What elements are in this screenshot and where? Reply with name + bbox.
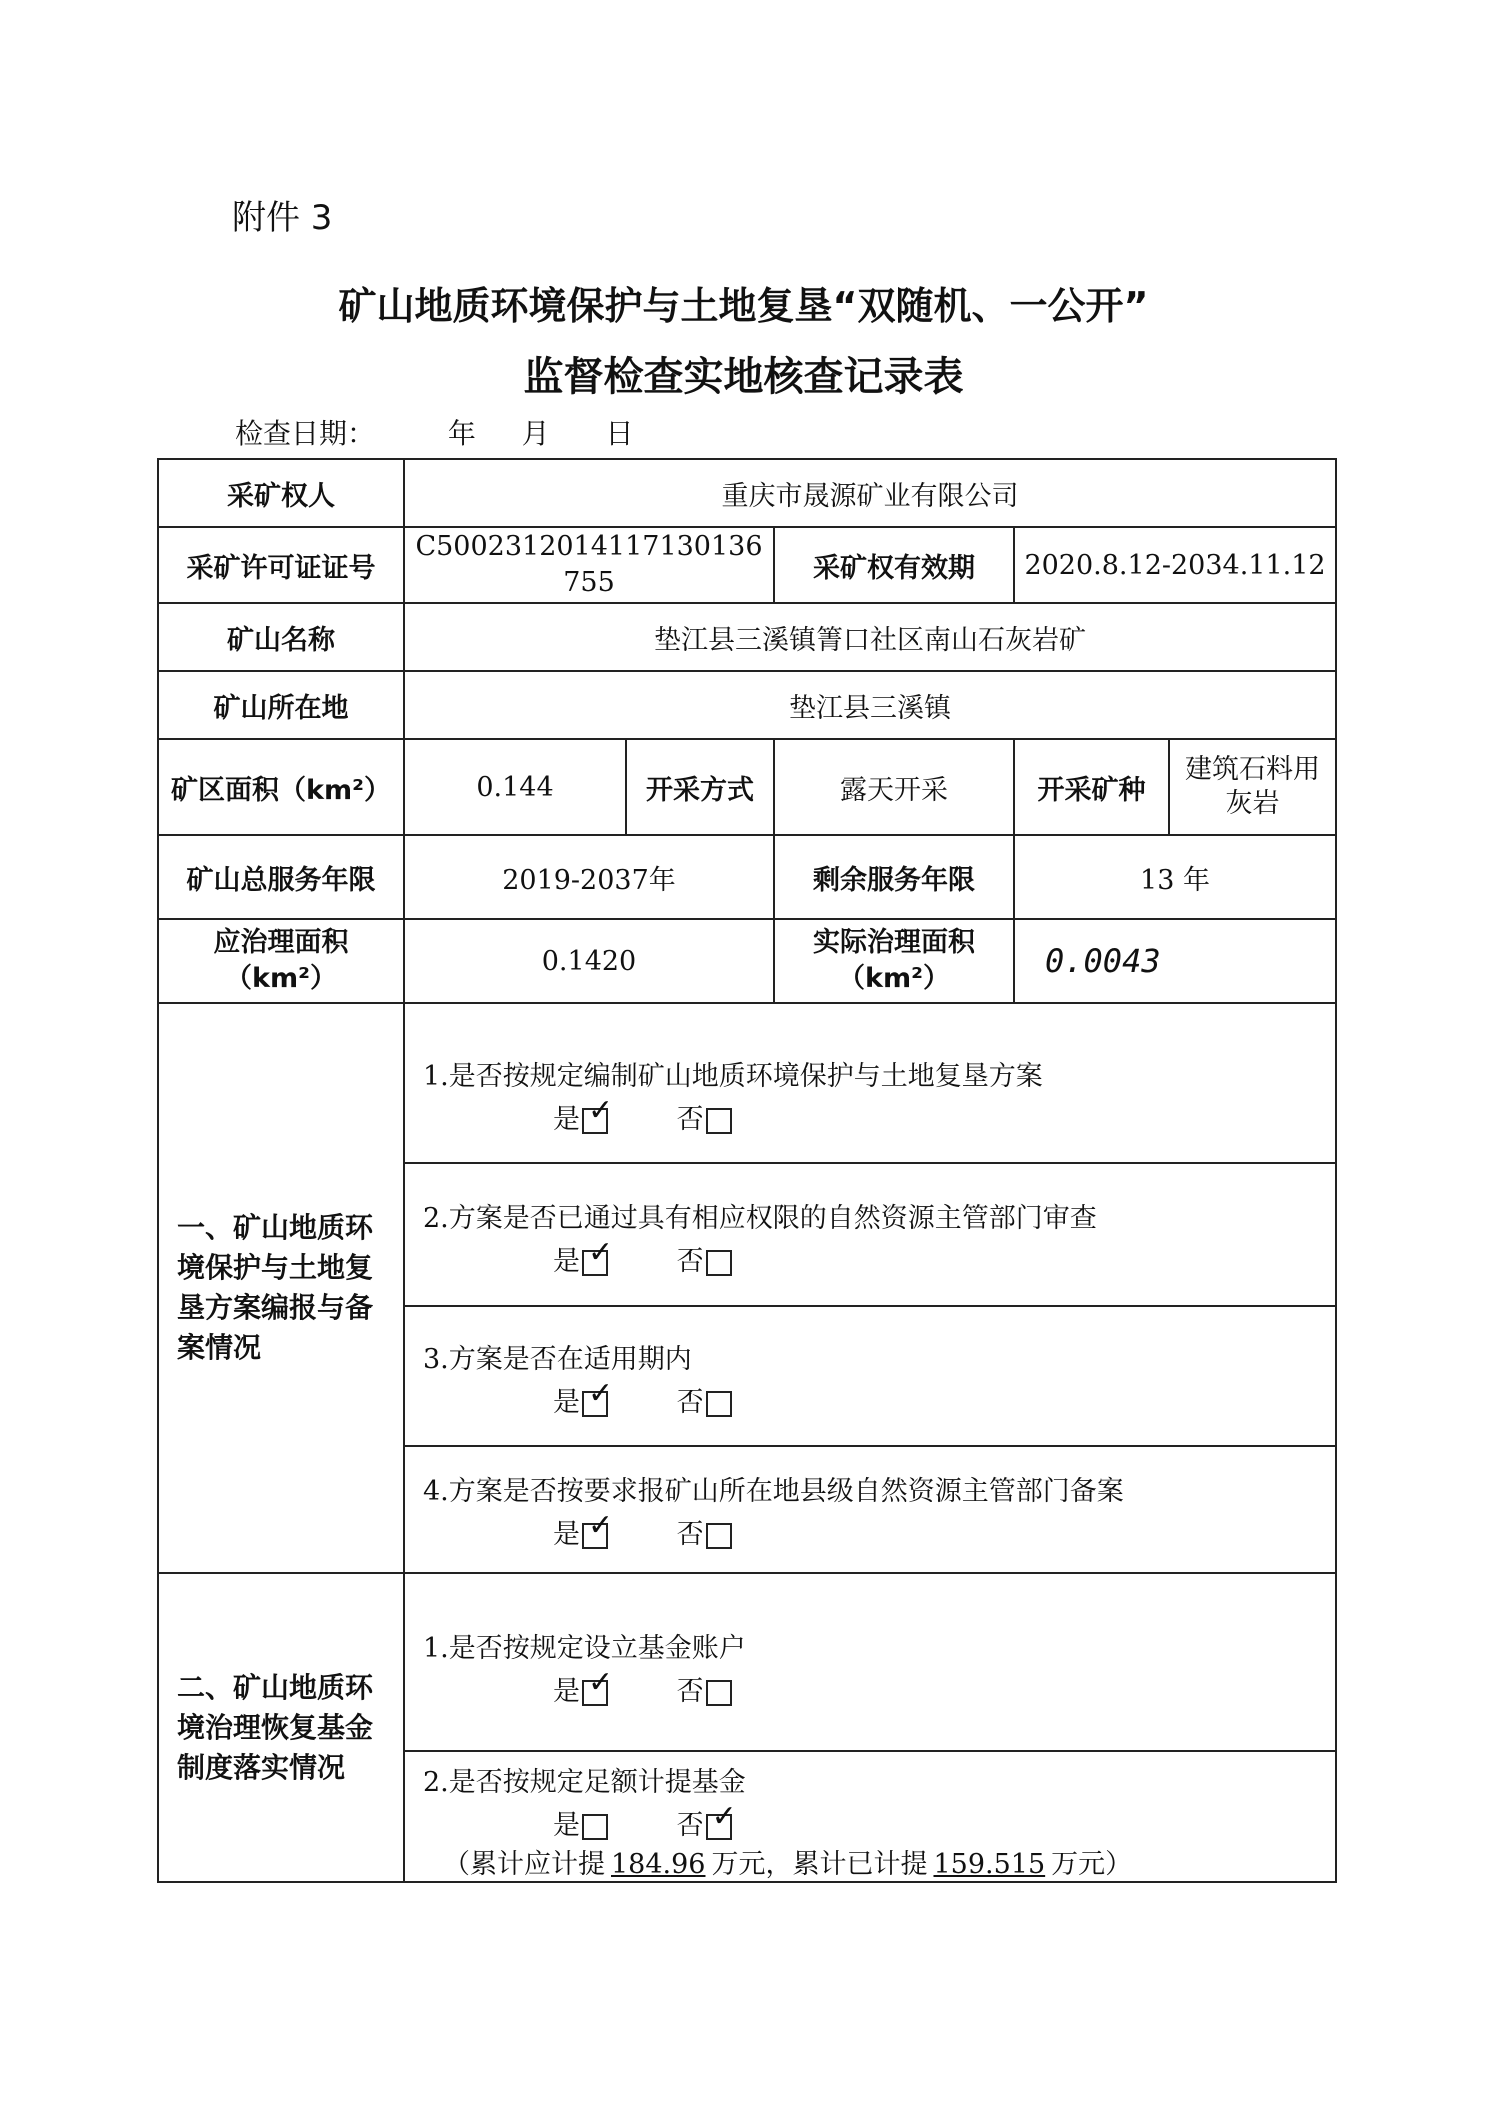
area-label: 矿区面积（km²） (158, 739, 404, 835)
yes-checkbox[interactable] (582, 1375, 614, 1417)
date-day: 日 (605, 417, 634, 450)
mine-name-value: 垫江县三溪镇箐口社区南山石灰岩矿 (404, 603, 1336, 671)
question-text: 1.是否按规定设立基金账户 (423, 1633, 746, 1664)
inspection-table (157, 458, 1337, 1883)
question-options (553, 1664, 1335, 1708)
question-text: 2.是否按规定足额计提基金 (423, 1767, 746, 1798)
license-value: C5002312014117130136755 (404, 527, 774, 603)
yes-checkbox[interactable] (582, 1092, 614, 1134)
holder-label: 采矿权人 (158, 459, 404, 527)
actual-area-value: 0.0043 (1014, 919, 1336, 1003)
required-area-label: 应治理面积（km²） (158, 919, 404, 1003)
service-label: 矿山总服务年限 (158, 835, 404, 919)
license-label: 采矿许可证证号 (158, 527, 404, 603)
yes-checkbox[interactable] (582, 1234, 614, 1276)
section1-question-4 (404, 1446, 1336, 1573)
section1-title: 一、矿山地质环境保护与土地复垦方案编报与备案情况 (158, 1003, 404, 1573)
no-checkbox[interactable] (706, 1250, 732, 1276)
title-line-2: 监督检查实地核查记录表 (523, 354, 964, 400)
location-value: 垫江县三溪镇 (404, 671, 1336, 739)
method-label: 开采方式 (626, 739, 774, 835)
accum-prefix: （累计应计提 (443, 1849, 605, 1880)
section2-question-2 (404, 1751, 1336, 1882)
question-options (553, 1375, 1335, 1419)
accum-mid: 万元，累计已计提 (711, 1849, 928, 1880)
no-label: 否 (676, 1104, 704, 1135)
validity-label: 采矿权有效期 (774, 527, 1014, 603)
check-mark-icon: ✓ (588, 1234, 614, 1270)
no-label: 否 (676, 1246, 704, 1277)
remaining-value: 13 年 (1014, 835, 1336, 919)
attachment-label: 附件 3 (232, 198, 333, 238)
date-month: 月 (521, 417, 550, 450)
no-checkbox[interactable] (706, 1391, 732, 1417)
yes-label: 是 (553, 1810, 580, 1841)
yes-checkbox[interactable] (582, 1664, 614, 1706)
no-label: 否 (676, 1676, 704, 1707)
accum-due-value: 184.96 (611, 1849, 706, 1880)
no-label: 否 (676, 1810, 704, 1841)
no-label: 否 (676, 1387, 704, 1418)
question-text: 2.方案是否已通过具有相应权限的自然资源主管部门审查 (423, 1203, 1097, 1234)
mine-name-label: 矿山名称 (158, 603, 404, 671)
question-text: 3.方案是否在适用期内 (423, 1344, 692, 1375)
question-text: 1.是否按规定编制矿山地质环境保护与土地复垦方案 (423, 1061, 1043, 1092)
area-value: 0.144 (404, 739, 626, 835)
yes-label: 是 (553, 1104, 580, 1135)
fund-accumulation (443, 1842, 1335, 1881)
yes-label: 是 (553, 1246, 580, 1277)
date-year: 年 (447, 417, 476, 450)
accum-suffix: 万元） (1051, 1849, 1133, 1880)
yes-label: 是 (553, 1676, 580, 1707)
check-mark-icon: ✓ (588, 1507, 614, 1543)
question-text: 4.方案是否按要求报矿山所在地县级自然资源主管部门备案 (423, 1476, 1124, 1507)
yes-checkbox[interactable] (582, 1507, 614, 1549)
question-options (553, 1092, 1335, 1136)
validity-value: 2020.8.12-2034.11.12 (1014, 527, 1336, 603)
mineral-label: 开采矿种 (1014, 739, 1169, 835)
no-checkbox[interactable] (706, 1108, 732, 1134)
section1-question-2 (404, 1163, 1336, 1306)
location-label: 矿山所在地 (158, 671, 404, 739)
service-value: 2019-2037年 (404, 835, 774, 919)
date-label: 检查日期： (235, 417, 376, 450)
mineral-value: 建筑石料用灰岩 (1169, 739, 1336, 835)
title-line-1: 矿山地质环境保护与土地复垦“双随机、一公开” (338, 284, 1149, 328)
accum-done-value: 159.515 (933, 1849, 1046, 1880)
section2-question-1 (404, 1573, 1336, 1751)
section1-question-3 (404, 1306, 1336, 1446)
check-mark-icon: ✓ (711, 1798, 737, 1834)
question-options (553, 1798, 1335, 1842)
check-mark-icon: ✓ (588, 1664, 614, 1700)
yes-checkbox[interactable] (582, 1814, 608, 1840)
question-options (553, 1234, 1335, 1278)
inspection-date (235, 412, 634, 452)
remaining-label: 剩余服务年限 (774, 835, 1014, 919)
no-checkbox[interactable] (706, 1680, 732, 1706)
no-checkbox[interactable] (706, 1523, 732, 1549)
required-area-value: 0.1420 (404, 919, 774, 1003)
no-checkbox[interactable] (706, 1798, 737, 1840)
yes-label: 是 (553, 1519, 580, 1550)
actual-area-label: 实际治理面积（km²） (774, 919, 1014, 1003)
check-mark-icon: ✓ (588, 1375, 614, 1411)
section2-title: 二、矿山地质环境治理恢复基金制度落实情况 (158, 1573, 404, 1882)
holder-value: 重庆市晟源矿业有限公司 (404, 459, 1336, 527)
yes-label: 是 (553, 1387, 580, 1418)
check-mark-icon: ✓ (588, 1092, 614, 1128)
no-label: 否 (676, 1519, 704, 1550)
method-value: 露天开采 (774, 739, 1014, 835)
question-options (553, 1507, 1335, 1551)
section1-question-1 (404, 1003, 1336, 1163)
